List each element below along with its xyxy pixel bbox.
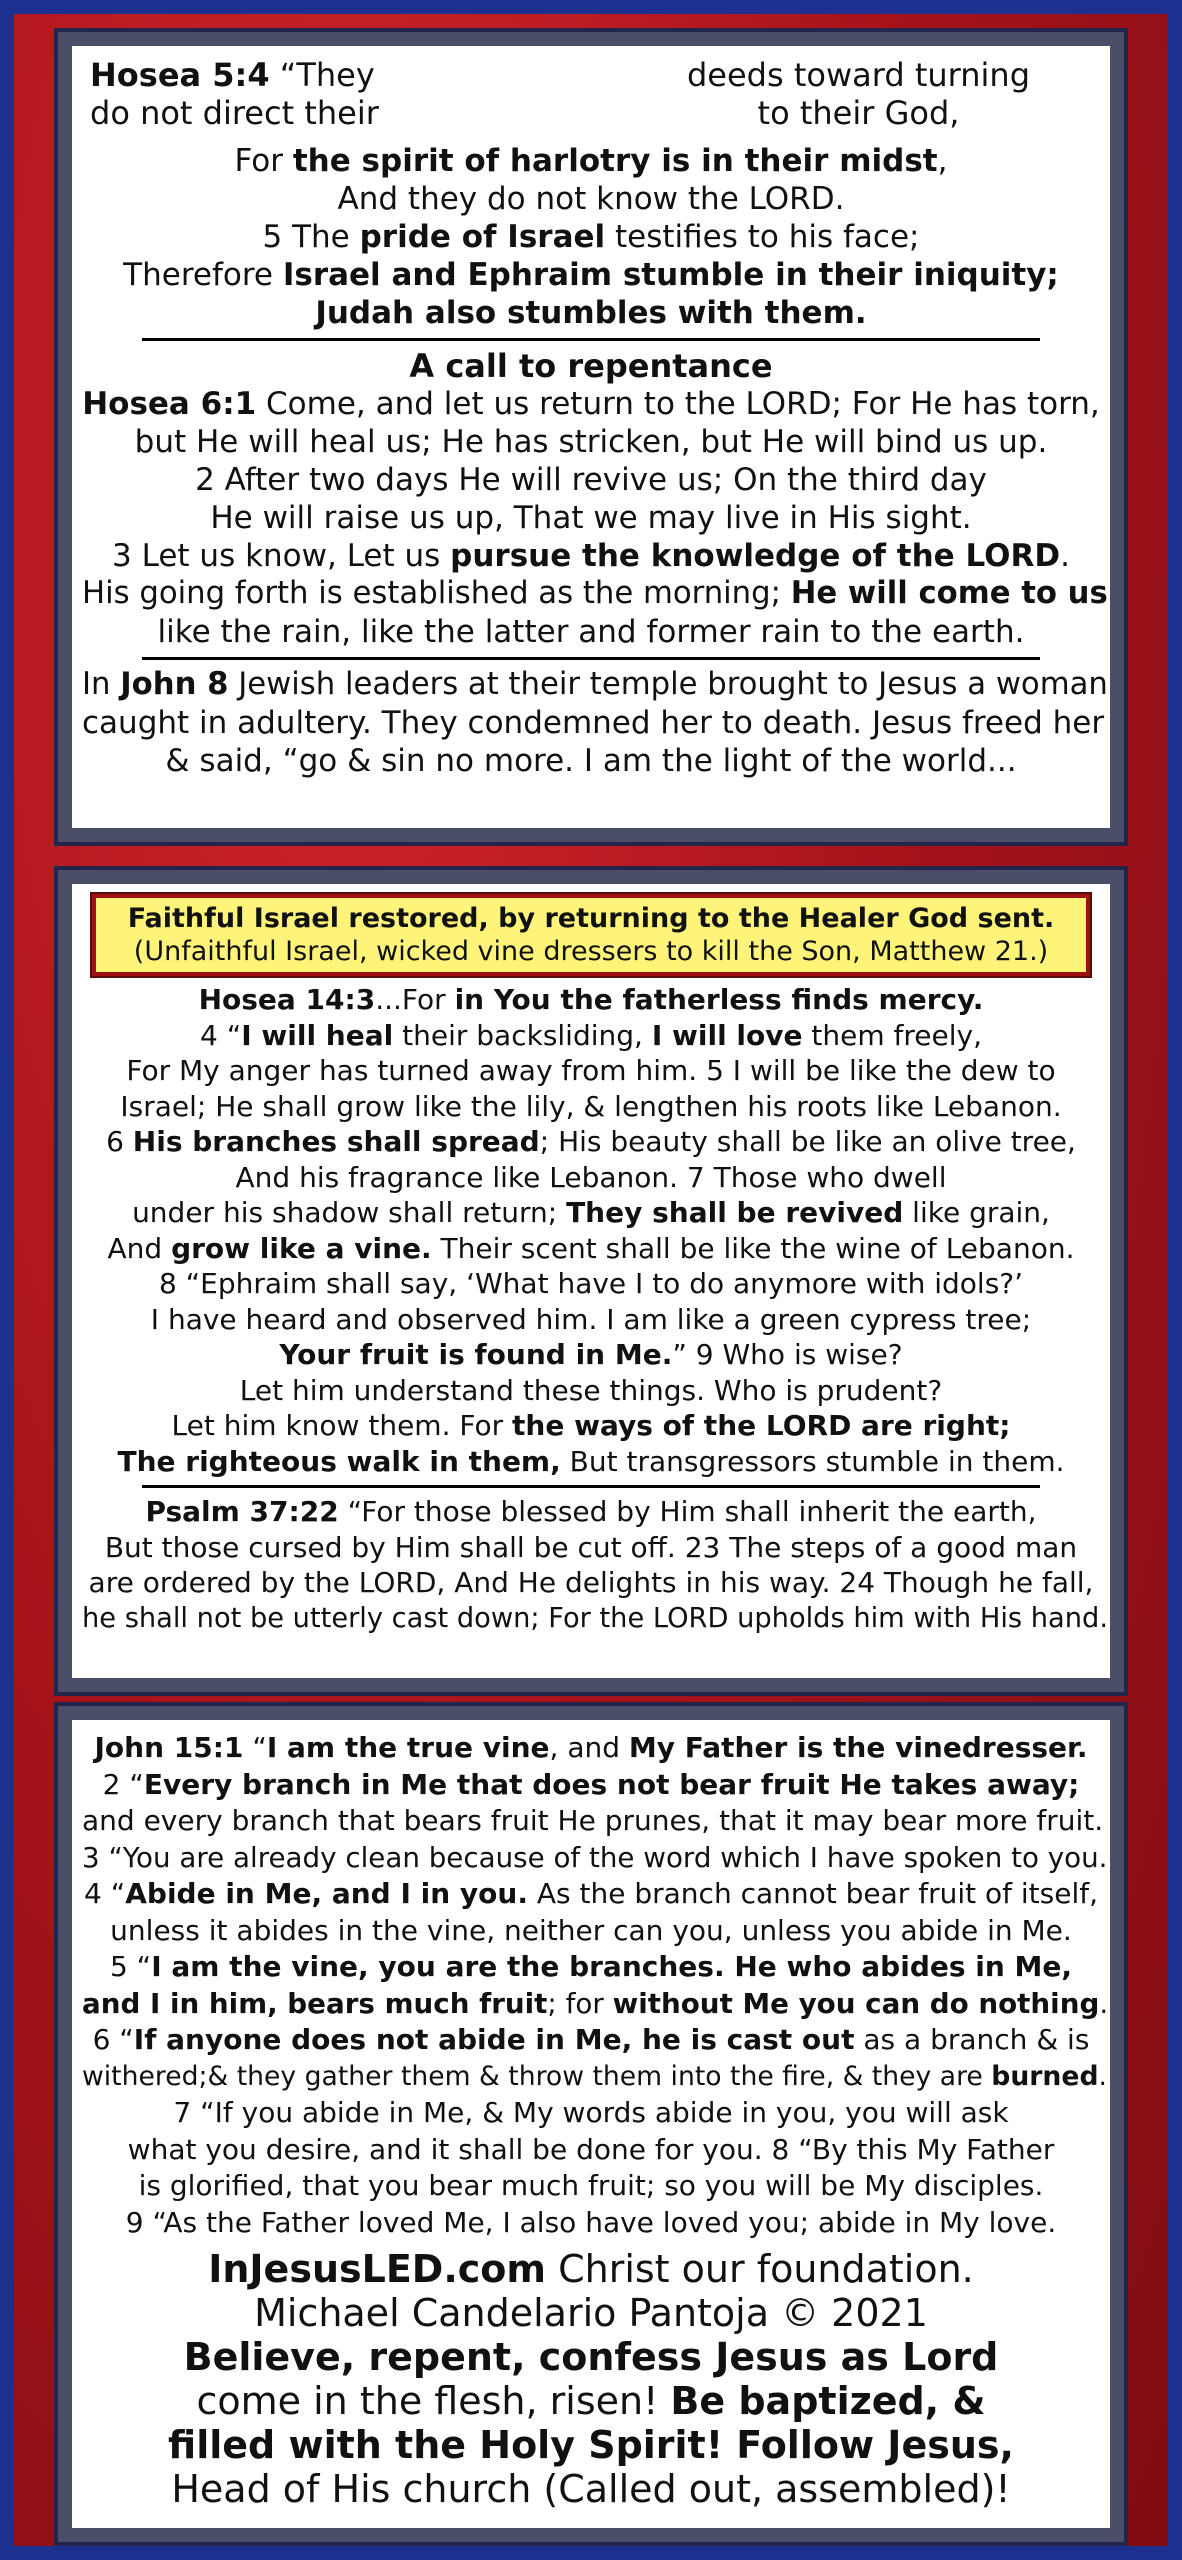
hosea-5-4-intro <box>72 46 1110 142</box>
verse-line: Therefore Israel and Ephraim stumble in their iniquity; <box>123 257 1059 293</box>
verse-line: Psalm 37:22 “For those blessed by Him shall inherit the earth, <box>145 1495 1037 1528</box>
verse-line: is glorified, that you bear much fruit; so you will be My disciples. <box>138 2169 1044 2202</box>
hosea-5-verses <box>82 142 1100 332</box>
verse-line: like the rain, like the latter and former rain to the earth. <box>157 614 1025 650</box>
banner-subtitle: (Unfaithful Israel, wicked vine dressers to kill the Son, Matthew 21.) <box>133 936 1049 967</box>
psalm-37-verses <box>82 1494 1108 1636</box>
verse-line: 4 “I will heal their backsliding, I will love them freely, <box>200 1018 982 1052</box>
verse-line: 8 “Ephraim shall say, ‘What have I to do anymore with idols?’ <box>158 1267 1024 1300</box>
intro-left: Hosea 5:4 “They do not direct their <box>90 56 379 132</box>
john-15-verses <box>82 1730 1109 2241</box>
verse-line: I have heard and observed him. I am like a green cypress tree; <box>150 1302 1032 1336</box>
verse-line: 5 The pride of Israel testifies to his face; <box>262 219 920 255</box>
verse-line: 2 After two days He will revive us; On the third day <box>195 462 987 498</box>
verse-line: 6 “If anyone does not abide in Me, he is cast out as a branch & is <box>92 2023 1090 2056</box>
verse-line: he shall not be utterly cast down; For the LORD upholds him with His hand. <box>82 1602 1108 1634</box>
hosea-6-verses <box>82 385 1108 651</box>
verse-line: Hosea 6:1 Come, and let us return to the LORD; For He has torn, <box>82 386 1100 422</box>
verse-line: 9 “As the Father loved Me, I also have loved you; abide in My love. <box>125 2205 1057 2239</box>
hosea-14-verses <box>82 982 1100 1479</box>
verse-line: For My anger has turned away from him. 5 I will be like the dew to <box>126 1054 1056 1087</box>
verse-line: And grow like a vine. Their scent shall be like the wine of Lebanon. <box>107 1231 1075 1265</box>
verse-line: And they do not know the LORD. <box>337 181 845 217</box>
divider <box>142 1485 1040 1488</box>
banner-title: Faithful Israel restored, by returning to the Healer God sent. <box>127 903 1055 934</box>
verse-line: John 15:1 “I am the true vine, and My Father is the vinedresser. <box>94 1731 1088 1764</box>
verse-line: 2 “Every branch in Me that does not bear fruit He takes away; <box>102 1767 1080 1801</box>
verse-line: Your fruit is found in Me.” 9 Who is wise? <box>279 1338 903 1371</box>
verse-line: 3 “You are already clean because of the word which I have spoken to you. <box>82 1840 1108 1874</box>
verse-line: 5 “I am the vine, you are the branches. He who abides in Me, <box>109 1950 1073 1983</box>
verse-line: withered;& they gather them & throw them into the fire, & they are burned. <box>82 2060 1107 2092</box>
verse-line: what you desire, and it shall be done for you. 8 “By this My Father <box>127 2132 1055 2166</box>
verse-line: 7 “If you abide in Me, & My words abide in you, you will ask <box>173 2096 1009 2129</box>
verse-line: & said, “go & sin no more. I am the light of the world... <box>165 743 1017 779</box>
verse-line: unless it abides in the vine, neither can you, unless you abide in Me. <box>110 1913 1072 1947</box>
verse-line: and every branch that bears fruit He prunes, that it may bear more fruit. <box>82 1804 1104 1837</box>
verse-line: 3 Let us know, Let us pursue the knowledge of the LORD. <box>112 538 1070 574</box>
john-8-summary <box>82 666 1108 780</box>
highlight-banner <box>92 894 1090 976</box>
footer-credits <box>72 2247 1110 2511</box>
verse-line: but He will heal us; He has stricken, but He will bind us up. <box>134 424 1048 460</box>
verse-line: His going forth is established as the morning; He will come to us <box>82 576 1108 611</box>
verse-line: caught in adultery. They condemned her to death. Jesus freed her <box>82 705 1105 741</box>
verse-line: And his fragrance like Lebanon. 7 Those who dwell <box>235 1160 947 1194</box>
footer-line: Believe, repent, confess Jesus as Lord <box>183 2335 999 2379</box>
panel-john-15 <box>58 1706 1124 2542</box>
verse-line: In John 8 Jewish leaders at their temple brought to Jesus a woman <box>82 667 1108 702</box>
verse-line: Judah also stumbles with them. <box>315 295 867 331</box>
footer-line-copyright: Michael Candelario Pantoja © 2021 <box>254 2291 928 2335</box>
verse-line: and I in him, bears much fruit; for without Me you can do nothing. <box>82 1986 1109 2020</box>
verse-line: 6 His branches shall spread; His beauty shall be like an olive tree, <box>106 1125 1076 1158</box>
verse-line: But those cursed by Him shall be cut off. 23 The steps of a good man <box>104 1530 1078 1564</box>
verse-line: The righteous walk in them, But transgressors stumble in them. <box>117 1444 1065 1478</box>
footer-line: filled with the Holy Spirit! Follow Jesus, <box>168 2423 1014 2467</box>
website-link: InJesusLED.com <box>208 2247 546 2291</box>
verse-line: Israel; He shall grow like the lily, & lengthen his roots like Lebanon. <box>120 1089 1062 1123</box>
panel-hosea-5-6 <box>58 32 1124 842</box>
divider <box>142 338 1040 341</box>
divider <box>142 657 1040 660</box>
footer-line: Head of His church (Called out, assembled)! <box>171 2467 1011 2511</box>
footer-line: come in the flesh, risen! Be baptized, & <box>196 2379 986 2423</box>
verse-line: 4 “Abide in Me, and I in you. As the branch cannot bear fruit of itself, <box>84 1877 1098 1910</box>
section-heading-repentance: A call to repentance <box>409 347 773 385</box>
verse-line: Let him understand these things. Who is prudent? <box>239 1373 943 1407</box>
verse-line: Let him know them. For the ways of the LORD are right; <box>171 1409 1011 1442</box>
verse-line: are ordered by the LORD, And He delights in his way. 24 Though he fall, <box>88 1566 1094 1599</box>
verse-line: He will raise us up, That we may live in His sight. <box>210 500 972 536</box>
intro-right: deeds toward turning to their God, <box>686 56 1030 132</box>
verse-line: For the spirit of harlotry is in their midst, <box>234 143 948 179</box>
verse-ref-hosea-5-4: Hosea 5:4 <box>90 56 270 94</box>
verse-line: under his shadow shall return; They shall be revived like grain, <box>132 1196 1050 1229</box>
panel-hosea-14-psalm-37 <box>58 870 1124 1692</box>
footer-line-website: InJesusLED.com Christ our foundation. <box>208 2247 974 2291</box>
verse-line: Hosea 14:3...For in You the fatherless finds mercy. <box>198 983 984 1016</box>
